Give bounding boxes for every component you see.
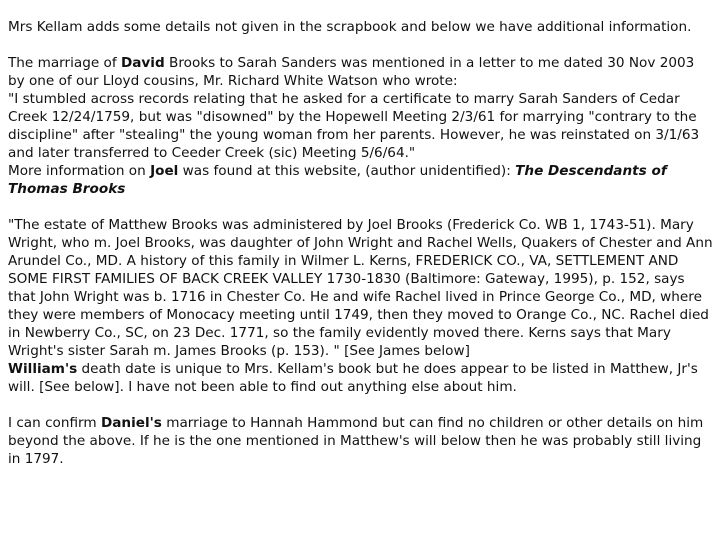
joel-paragraph (8, 162, 714, 198)
paragraph-spacer (8, 198, 714, 216)
david-text-post: Brooks to Sarah Sanders was mentioned in a letter to me dated 30 Nov 2003 by one of our Lloyd cousins, Mr. Richard White Watson who wrote: (8, 55, 695, 89)
william-name: William's (8, 361, 78, 377)
david-name: David (120, 55, 165, 71)
intro-paragraph: Mrs Kellam adds some details not given in the scrapbook and below we have additional information. (8, 19, 692, 35)
paragraph-spacer (8, 36, 714, 54)
daniel-text-post: marriage to Hannah Hammond but can find no children or other details on him beyond the above. If he is the one mentioned in Matthew's will below then he was probably still living in 1797. (8, 415, 704, 467)
david-quote: "I stumbled across records relating that he asked for a certificate to marry Sarah Sanders of Cedar Creek 12/24/1759, but was "disowned" by the Hopewell Meeting 2/3/61 for marrying "contrary to the discipline" after "stealing" the young woman from her parents. However, he was reinstated on 3/1/63 and later transferred to Ceeder Creek (sic) Meeting 5/6/64." (8, 91, 700, 161)
david-text-pre: The marriage of (8, 55, 121, 71)
william-paragraph (8, 360, 714, 396)
daniel-name: Daniel's (100, 415, 162, 431)
david-paragraph (8, 54, 714, 90)
paragraph-spacer (8, 396, 714, 414)
daniel-text-pre: I can confirm (8, 415, 101, 431)
descendants-link[interactable]: The Descendants of Thomas Brooks (8, 163, 667, 197)
joel-text-pre: More information on (8, 163, 151, 179)
document-body (8, 18, 714, 468)
joel-text-post: was found at this website, (author unidentified): (178, 163, 516, 179)
daniel-paragraph (8, 414, 714, 468)
william-text: death date is unique to Mrs. Kellam's book but he does appear to be listed in Matthew, Jr's will. [See below]. I have not been able to find out anything else about him. (8, 361, 698, 395)
estate-paragraph: "The estate of Matthew Brooks was administered by Joel Brooks (Frederick Co. WB 1, 1743-51). Mary Wright, who m. Joel Brooks, was daughter of John Wright and Rachel Wells, Quakers of Chester and Ann Arundel Co., MD. A history of this family in Wilmer L. Kerns, FREDERICK CO., VA, SETTLEMENT AND SOME FIRST FAMILIES OF BACK CREEK VALLEY 1730-1830 (Baltimore: Gateway, 1995), p. 152, says that John Wright was b. 1716 in Chester Co. He and wife Rachel lived in Prince George Co., MD, where they were members of Monocacy meeting until 1749, then they moved to Orange Co., NC. Rachel died in Newberry Co., SC, on 23 Dec. 1771, so the family evidently moved there. Kerns says that Mary Wright's sister Sarah m. James Brooks (p. 153). " [See James below] (8, 217, 713, 359)
joel-name: Joel (150, 163, 179, 179)
